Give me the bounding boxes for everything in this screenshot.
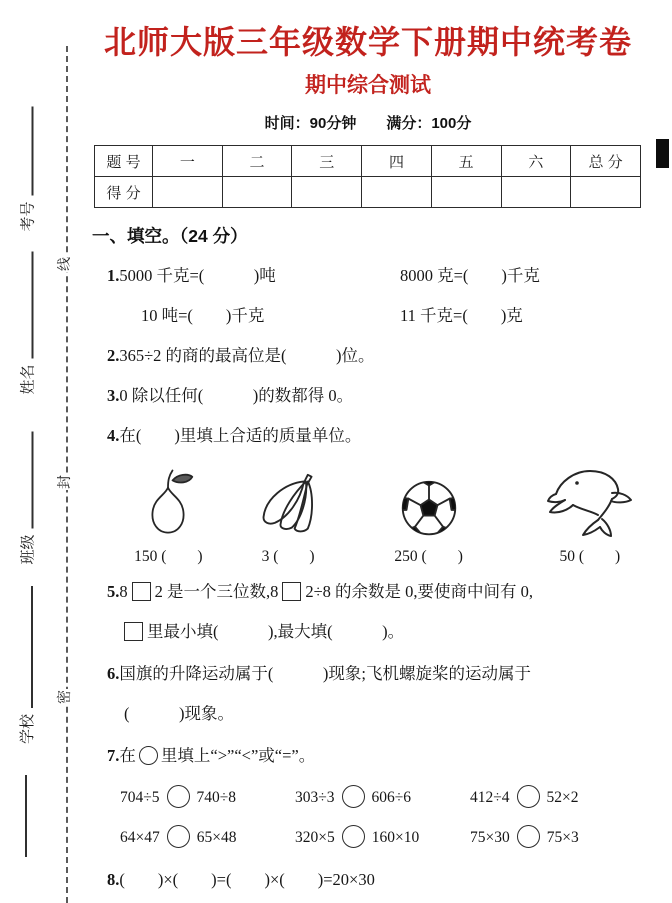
- item-dolphin: [534, 458, 646, 566]
- pear-answer-blank: 150 ( ): [134, 548, 203, 565]
- seal-char-mi: 密: [52, 689, 76, 705]
- field-class: [16, 430, 38, 565]
- comparison-item: 64×47 65×48: [120, 825, 282, 848]
- item-soccer-ball: [372, 458, 486, 566]
- q5-text-3: 2÷8 的余数是 0,要使商中间有 0,: [305, 582, 534, 601]
- soccer-ball-answer-blank: 250 ( ): [394, 548, 463, 565]
- field-student-name-label: 姓名: [19, 364, 37, 395]
- question-6-text-2: ( )现象。: [124, 704, 234, 723]
- question-4-number: 4.: [107, 426, 120, 445]
- class-blank-line: [32, 432, 34, 529]
- question-4: [90, 423, 646, 448]
- comparison-row-2: [90, 825, 646, 848]
- field-school: [15, 584, 37, 744]
- comparison-item: 704÷5 740÷8: [120, 785, 282, 808]
- question-7-number: 7.: [107, 746, 120, 765]
- score-col-3: 三: [292, 146, 362, 177]
- compare-circle: [342, 785, 365, 808]
- question-7: [90, 743, 646, 768]
- score-cell: [431, 177, 501, 208]
- score-table-header-row: [95, 146, 641, 177]
- field-school-label: 学校: [19, 713, 36, 744]
- question-4-text: 在( )里填上合适的质量单位。: [119, 426, 362, 445]
- field-exam-number-label: 考号: [19, 201, 37, 232]
- question-6-number: 6.: [107, 664, 120, 683]
- seal-extra-line: [25, 775, 27, 857]
- question-1-number: 1.: [107, 266, 120, 285]
- pear-icon: [141, 458, 195, 538]
- question-3-text: 0 除以任何( )的数都得 0。: [119, 386, 354, 405]
- item-pear: [116, 458, 221, 566]
- q7-text-post: 里填上“>”“<”或“=”。: [160, 746, 316, 765]
- score-col-1: 一: [153, 146, 223, 177]
- fill-in-square: [282, 582, 301, 601]
- dolphin-icon: [546, 458, 634, 538]
- compare-circle: [517, 825, 540, 848]
- question-3-number: 3.: [107, 386, 120, 405]
- section-heading: 一、填空。（24 分）: [92, 226, 248, 246]
- score-cell: [222, 177, 292, 208]
- fill-in-square: [132, 582, 151, 601]
- q5-text-4: 里最小填( ),最大填( )。: [147, 622, 405, 641]
- q7-text-pre: 在: [119, 746, 136, 765]
- page-title: 北师大版三年级数学下册期中统考卷: [103, 24, 632, 60]
- question-4-pictures: [90, 458, 646, 566]
- time-score-info: 时间：90分钟 满分：100分: [264, 115, 472, 132]
- q1-blank-a: 5000 千克=( )吨: [119, 266, 276, 285]
- fill-in-square: [124, 622, 143, 641]
- question-5-number: 5.: [107, 582, 120, 601]
- question-6-text: 国旗的升降运动属于( )现象;飞机螺旋桨的运动属于: [119, 664, 531, 683]
- question-2-text: 365÷2 的商的最高位是( )位。: [119, 346, 375, 365]
- question-5-line-1: [90, 579, 646, 604]
- scan-artifact-mark: [656, 139, 669, 168]
- item-bananas: [239, 458, 338, 566]
- question-8-number: 8.: [107, 870, 120, 889]
- comparison-item: 412÷4 52×2: [470, 785, 632, 808]
- seal-char-line: 线: [52, 256, 76, 272]
- dolphin-answer-blank: 50 ( ): [559, 548, 621, 565]
- score-cell: [501, 177, 571, 208]
- q5-text-2: 2 是一个三位数,8: [154, 582, 279, 601]
- compare-circle: [167, 825, 190, 848]
- field-class-label: 班级: [19, 534, 37, 565]
- seal-char-feng: 封: [52, 474, 76, 490]
- score-col-2: 二: [222, 146, 292, 177]
- field-exam-number: [16, 105, 38, 232]
- question-8-text: ( )×( )=( )×( )=20×30: [119, 870, 375, 889]
- soccer-ball-icon: [399, 458, 459, 538]
- question-6-line-2: [90, 701, 646, 726]
- bananas-answer-blank: 3 ( ): [261, 548, 315, 565]
- page-subtitle: 期中综合测试: [305, 74, 431, 97]
- score-table-header-label: 题 号: [95, 146, 153, 177]
- q5-text-1: 8: [119, 582, 128, 601]
- exam-number-blank-line: [32, 107, 34, 196]
- bananas-icon: [255, 458, 321, 538]
- question-3: [90, 383, 646, 408]
- score-col-total: 总 分: [571, 146, 641, 177]
- comparison-row-1: [90, 785, 646, 808]
- question-5-line-2: [90, 619, 646, 644]
- q1-blank-b: 8000 克=( )千克: [400, 266, 540, 285]
- score-cell: [571, 177, 641, 208]
- comparison-item: 75×30 75×3: [470, 825, 632, 848]
- field-student-name: [16, 250, 38, 395]
- school-blank-line: [31, 586, 33, 708]
- q1-blank-d: 11 千克=( )克: [400, 306, 523, 325]
- q1-blank-c: 10 吨=( )千克: [141, 306, 265, 325]
- question-2-number: 2.: [107, 346, 120, 365]
- question-1-line-1: [90, 263, 646, 288]
- score-col-5: 五: [431, 146, 501, 177]
- score-col-6: 六: [501, 146, 571, 177]
- score-col-4: 四: [362, 146, 432, 177]
- comparison-item: 320×5 160×10: [295, 825, 457, 848]
- compare-circle: [167, 785, 190, 808]
- question-2: [90, 343, 646, 368]
- question-1-line-2: [90, 303, 646, 328]
- score-cell: [292, 177, 362, 208]
- score-table: [94, 145, 641, 208]
- question-6-line-1: [90, 661, 646, 686]
- score-table-score-row: [95, 177, 641, 208]
- comparison-item: 303÷3 606÷6: [295, 785, 457, 808]
- score-row-label: 得 分: [95, 177, 153, 208]
- compare-circle: [139, 746, 158, 765]
- question-8: [90, 867, 646, 892]
- compare-circle: [517, 785, 540, 808]
- score-cell: [153, 177, 223, 208]
- compare-circle: [342, 825, 365, 848]
- exam-content: [90, 0, 646, 892]
- score-cell: [362, 177, 432, 208]
- student-name-blank-line: [32, 252, 34, 359]
